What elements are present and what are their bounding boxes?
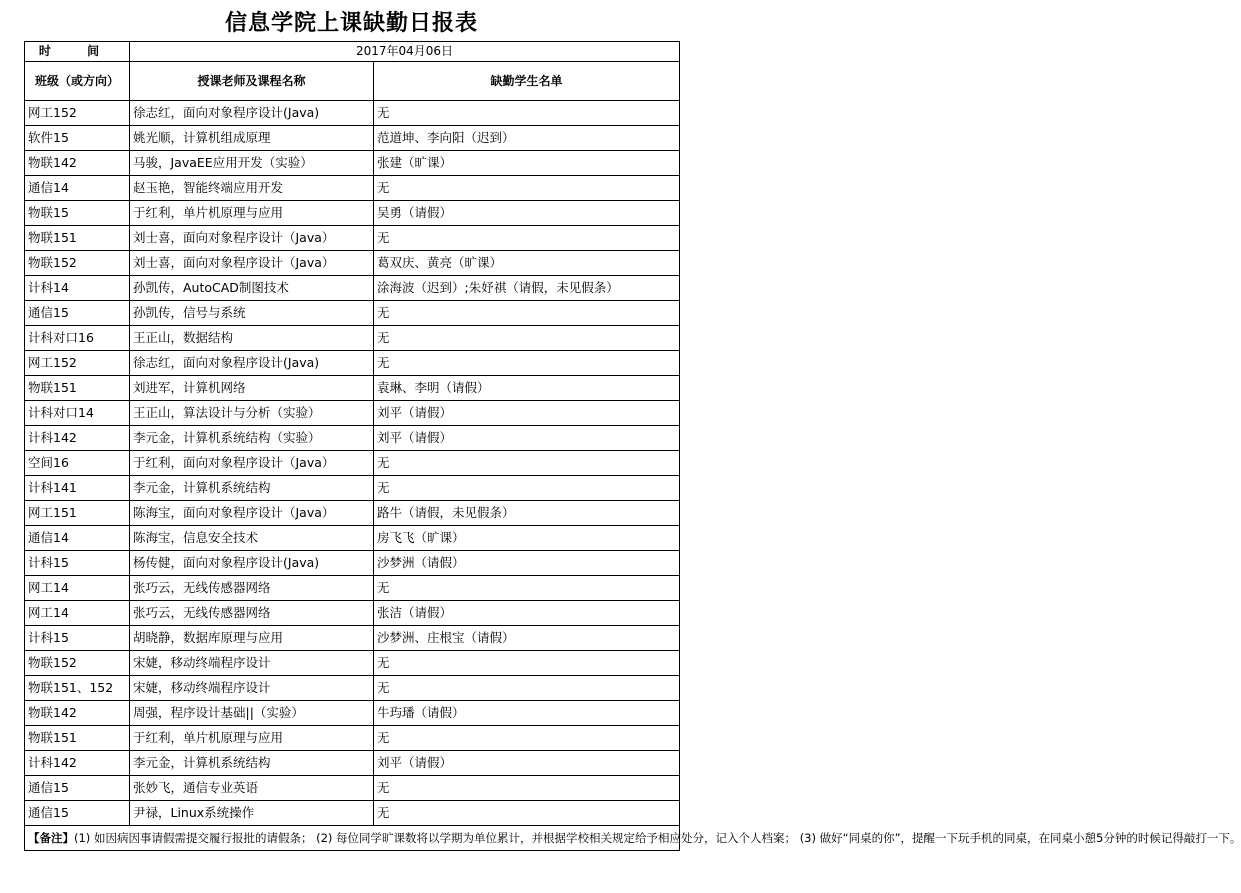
class-cell: 通信15 xyxy=(25,801,130,826)
absent-students-cell: 吴勇（请假） xyxy=(374,201,680,226)
attendance-table xyxy=(24,41,1241,851)
class-cell: 物联152 xyxy=(25,251,130,276)
header-teacher-course: 授课老师及课程名称 xyxy=(130,62,374,101)
table-row xyxy=(25,351,680,376)
table-row xyxy=(25,801,680,826)
class-cell: 网工14 xyxy=(25,601,130,626)
class-cell: 物联142 xyxy=(25,701,130,726)
table-row xyxy=(25,776,680,801)
absent-students-cell: 沙梦洲、庄根宝（请假） xyxy=(374,626,680,651)
table-row xyxy=(25,326,680,351)
absent-students-cell: 涂海波（迟到）;朱妤祺（请假，未见假条） xyxy=(374,276,680,301)
teacher-course-cell: 王正山，算法设计与分析（实验） xyxy=(130,401,374,426)
header-absent-students: 缺勤学生名单 xyxy=(374,62,680,101)
teacher-course-cell: 于红利，面向对象程序设计（Java） xyxy=(130,451,374,476)
teacher-course-cell: 李元金，计算机系统结构（实验） xyxy=(130,426,374,451)
teacher-course-cell: 陈海宝，信息安全技术 xyxy=(130,526,374,551)
absent-students-cell: 刘平（请假） xyxy=(374,426,680,451)
class-cell: 网工14 xyxy=(25,576,130,601)
class-cell: 计科142 xyxy=(25,751,130,776)
class-cell: 计科141 xyxy=(25,476,130,501)
teacher-course-cell: 杨传健，面向对象程序设计(Java) xyxy=(130,551,374,576)
absent-students-cell: 无 xyxy=(374,576,680,601)
table-row xyxy=(25,676,680,701)
table-row xyxy=(25,651,680,676)
teacher-course-cell: 张巧云，无线传感器网络 xyxy=(130,601,374,626)
teacher-course-cell: 于红利，单片机原理与应用 xyxy=(130,201,374,226)
note-tag: 【备注】 xyxy=(28,831,74,845)
class-cell: 网工152 xyxy=(25,101,130,126)
teacher-course-cell: 宋婕，移动终端程序设计 xyxy=(130,651,374,676)
class-cell: 物联142 xyxy=(25,151,130,176)
class-cell: 物联151 xyxy=(25,726,130,751)
teacher-course-cell: 赵玉艳，智能终端应用开发 xyxy=(130,176,374,201)
time-row xyxy=(25,42,680,62)
teacher-course-cell: 陈海宝，面向对象程序设计（Java） xyxy=(130,501,374,526)
class-cell: 通信15 xyxy=(25,301,130,326)
class-cell: 物联151 xyxy=(25,376,130,401)
table-row xyxy=(25,251,680,276)
absent-students-cell: 葛双庆、黄亮（旷课） xyxy=(374,251,680,276)
absent-students-cell: 无 xyxy=(374,726,680,751)
teacher-course-cell: 徐志红，面向对象程序设计(Java) xyxy=(130,101,374,126)
absent-students-cell: 刘平（请假） xyxy=(374,751,680,776)
class-cell: 计科对口16 xyxy=(25,326,130,351)
table-row xyxy=(25,376,680,401)
report-date: 2017年04月06日 xyxy=(130,42,680,62)
absent-students-cell: 张洁（请假） xyxy=(374,601,680,626)
table-row xyxy=(25,726,680,751)
table-row xyxy=(25,701,680,726)
absent-students-cell: 牛玙璠（请假） xyxy=(374,701,680,726)
absent-students-cell: 无 xyxy=(374,226,680,251)
table-row xyxy=(25,551,680,576)
table-row xyxy=(25,576,680,601)
absent-students-cell: 路牛（请假，未见假条） xyxy=(374,501,680,526)
header-class: 班级（或方向） xyxy=(25,62,130,101)
absent-students-cell: 无 xyxy=(374,301,680,326)
absent-students-cell: 无 xyxy=(374,351,680,376)
table-row xyxy=(25,476,680,501)
table-row xyxy=(25,151,680,176)
teacher-course-cell: 孙凯传，AutoCAD制图技术 xyxy=(130,276,374,301)
table-row xyxy=(25,501,680,526)
absent-students-cell: 无 xyxy=(374,676,680,701)
teacher-course-cell: 王正山，数据结构 xyxy=(130,326,374,351)
absent-students-cell: 房飞飞（旷课） xyxy=(374,526,680,551)
absent-students-cell: 沙梦洲（请假） xyxy=(374,551,680,576)
teacher-course-cell: 张妙飞，通信专业英语 xyxy=(130,776,374,801)
class-cell: 计科对口14 xyxy=(25,401,130,426)
absent-students-cell: 无 xyxy=(374,801,680,826)
teacher-course-cell: 张巧云，无线传感器网络 xyxy=(130,576,374,601)
table-row xyxy=(25,451,680,476)
class-cell: 通信14 xyxy=(25,526,130,551)
table-row xyxy=(25,626,680,651)
table-row xyxy=(25,301,680,326)
table-row xyxy=(25,201,680,226)
absent-students-cell: 袁琳、李明（请假） xyxy=(374,376,680,401)
absent-students-cell: 无 xyxy=(374,651,680,676)
table-row xyxy=(25,426,680,451)
teacher-course-cell: 胡晓静，数据库原理与应用 xyxy=(130,626,374,651)
report-title: 信息学院上课缺勤日报表 xyxy=(224,11,478,36)
teacher-course-cell: 李元金，计算机系统结构 xyxy=(130,476,374,501)
absent-students-cell: 无 xyxy=(374,476,680,501)
table-row xyxy=(25,126,680,151)
teacher-course-cell: 刘士喜，面向对象程序设计（Java） xyxy=(130,251,374,276)
class-cell: 物联152 xyxy=(25,651,130,676)
class-cell: 通信14 xyxy=(25,176,130,201)
teacher-course-cell: 孙凯传，信号与系统 xyxy=(130,301,374,326)
class-cell: 计科15 xyxy=(25,551,130,576)
teacher-course-cell: 宋婕，移动终端程序设计 xyxy=(130,676,374,701)
absent-students-cell: 无 xyxy=(374,101,680,126)
table-row xyxy=(25,751,680,776)
class-cell: 网工152 xyxy=(25,351,130,376)
absent-students-cell: 范道坤、李向阳（迟到） xyxy=(374,126,680,151)
table-row xyxy=(25,226,680,251)
table-row xyxy=(25,276,680,301)
teacher-course-cell: 尹禄，Linux系统操作 xyxy=(130,801,374,826)
teacher-course-cell: 周强，程序设计基础||（实验） xyxy=(130,701,374,726)
table-row xyxy=(25,401,680,426)
absent-students-cell: 无 xyxy=(374,176,680,201)
absent-students-cell: 无 xyxy=(374,451,680,476)
teacher-course-cell: 刘进军，计算机网络 xyxy=(130,376,374,401)
class-cell: 软件15 xyxy=(25,126,130,151)
time-label: 时 间 xyxy=(25,42,130,62)
class-cell: 网工151 xyxy=(25,501,130,526)
absent-students-cell: 张建（旷课） xyxy=(374,151,680,176)
table-row xyxy=(25,176,680,201)
class-cell: 物联15 xyxy=(25,201,130,226)
class-cell: 空间16 xyxy=(25,451,130,476)
note-cell xyxy=(25,826,1241,851)
class-cell: 物联151、152 xyxy=(25,676,130,701)
absent-students-cell: 无 xyxy=(374,326,680,351)
table-row xyxy=(25,601,680,626)
teacher-course-cell: 李元金，计算机系统结构 xyxy=(130,751,374,776)
note-row xyxy=(25,826,680,851)
class-cell: 计科142 xyxy=(25,426,130,451)
absent-students-cell: 无 xyxy=(374,776,680,801)
teacher-course-cell: 刘士喜，面向对象程序设计（Java） xyxy=(130,226,374,251)
absent-students-cell: 刘平（请假） xyxy=(374,401,680,426)
class-cell: 物联151 xyxy=(25,226,130,251)
table-row xyxy=(25,526,680,551)
teacher-course-cell: 姚光顺，计算机组成原理 xyxy=(130,126,374,151)
note-text: (1) 如因病因事请假需提交履行报批的请假条； (2) 每位同学旷课数将以学期为单位累计，并根据学校相关规定给予相应处分，记入个人档案； (3) 做好“同桌的你”，提醒一下玩手机的同桌，在同桌小憩5分钟的时候记得敲打一下。 xyxy=(74,831,1241,845)
class-cell: 通信15 xyxy=(25,776,130,801)
class-cell: 计科14 xyxy=(25,276,130,301)
teacher-course-cell: 于红利，单片机原理与应用 xyxy=(130,726,374,751)
class-cell: 计科15 xyxy=(25,626,130,651)
teacher-course-cell: 徐志红，面向对象程序设计(Java) xyxy=(130,351,374,376)
teacher-course-cell: 马骏，JavaEE应用开发（实验） xyxy=(130,151,374,176)
table-row xyxy=(25,101,680,126)
header-row xyxy=(25,62,680,101)
